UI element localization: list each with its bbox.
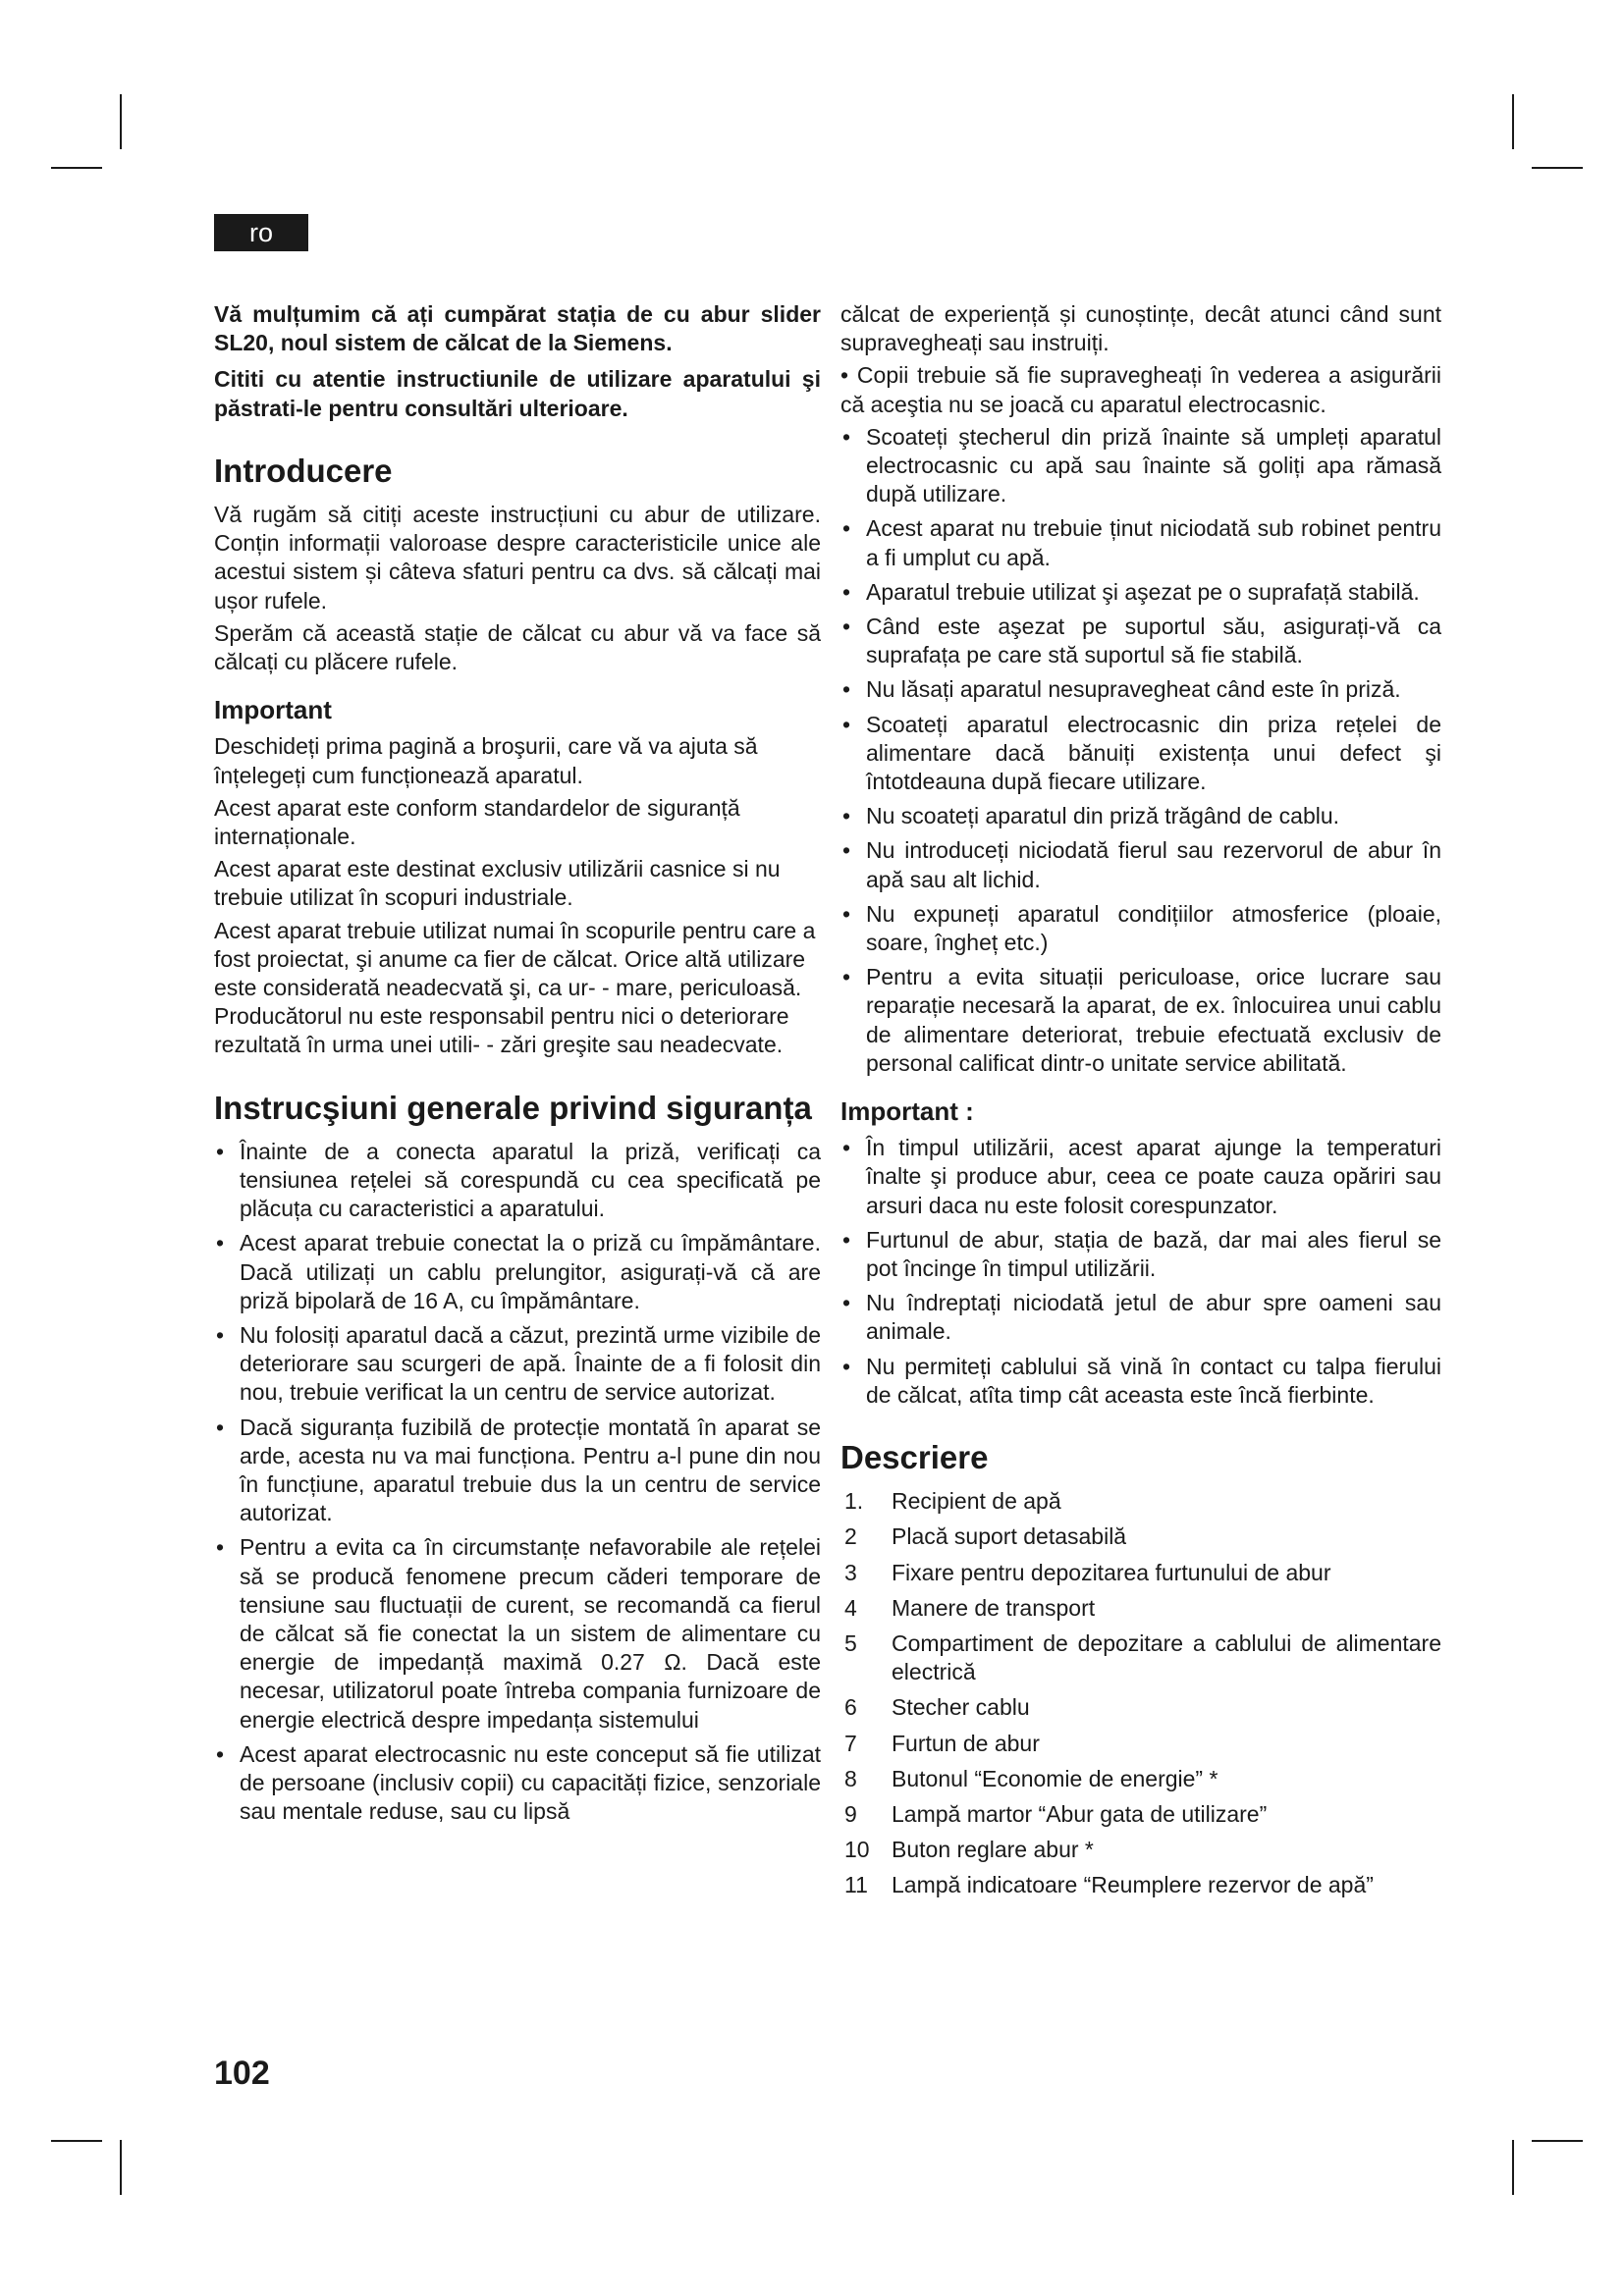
crop-mark — [1512, 94, 1514, 149]
list-item: • Nu lăsați aparatul nesupravegheat când este în priză. — [842, 676, 1401, 703]
crop-mark — [120, 94, 122, 149]
list-item: • Acest aparat trebuie conectat la o priză cu împământare. Dacă utilizați un cablu prelungitor, asigurați-vă că are priză bipolară de 16 A, cu împământare. — [216, 1230, 821, 1313]
left-column — [214, 300, 821, 1832]
list-item: 2 Placă suport detasabilă — [844, 1523, 1127, 1550]
list-item: • Nu folosiți aparatul dacă a căzut, prezintă urme vizibile de deteriorare sau scurgeri de apă. Înainte de a fi folosit din nou, trebuie verificat la un centru de service autorizat. — [216, 1322, 821, 1406]
list-item: • Acest aparat nu trebuie ținut niciodată sub robinet pentru a fi umplut cu apă. — [842, 515, 1441, 570]
paragraph: Acest aparat este destinat exclusiv utilizării casnice si nu trebuie utilizat în scopuri industriale. — [214, 856, 781, 911]
heading-important-2: Important : — [840, 1096, 974, 1127]
list-item: • Scoateți ştecherul din priză înainte să umpleți aparatul electrocasnic cu apă sau înainte să goliți apa rămasă după utilizare. — [842, 423, 1441, 507]
language-tag: ro — [214, 214, 308, 251]
list-item: • Nu introduceți niciodată fierul sau rezervorul de abur în apă sau alt lichid. — [842, 837, 1441, 892]
continuation-text: • Copii trebuie să fie supravegheați în vederea a asigurării că aceştia nu se joacă cu aparatul electrocasnic. — [840, 362, 1441, 417]
crop-mark — [1512, 2140, 1514, 2195]
heading-safety: Instrucşiuni generale privind siguranța — [214, 1089, 812, 1126]
list-item: 11 Lampă indicatoare “Reumplere rezervor de apă” — [844, 1872, 1374, 1898]
safety-list-continued — [840, 423, 1441, 1078]
paragraph: Deschideți prima pagină a broşurii, care vă va ajuta să înțelegeți cum funcționează aparatul. — [214, 733, 758, 788]
list-item: • Aparatul trebuie utilizat şi aşezat pe o suprafață stabilă. — [842, 578, 1420, 605]
list-item: • Pentru a evita ca în circumstanțe nefavorabile ale rețelei să se producă fenomene precum căderi temporare de tensiune sau fluctuații de curent, se recomandă ca fierul de călcat să fie conectat la un sistem de alimentare cu energie de impedanță maximă 0.27 Ω. Dacă este necesar, utilizatorul poate întreba compania furnizoare de energie electrică despre impedanța sistemului — [216, 1534, 821, 1733]
heading-introducere: Introducere — [214, 452, 393, 489]
intro-read-instructions: Cititi cu atentie instructiunile de utilizare aparatului şi păstrati-le pentru consultări ulterioare. — [214, 366, 821, 421]
list-item: • Nu permiteți cablului să vină în contact cu talpa fierului de călcat, atîta timp cât aceasta este încă fierbinte. — [842, 1353, 1441, 1408]
paragraph: Sperăm că această stație de călcat cu abur vă va face să călcați cu plăcere rufele. — [214, 619, 821, 675]
list-item: 8 Butonul “Economie de energie” * — [844, 1765, 1218, 1791]
heading-important: Important — [214, 695, 332, 725]
list-item: • Nu scoateți aparatul din priză trăgând de cablu. — [842, 803, 1340, 829]
intro-thanks: Vă mulțumim că ați cumpărat stația de cu abur slider SL20, noul sistem de călcat de la Siemens. — [214, 301, 821, 356]
list-item: • Acest aparat electrocasnic nu este conceput să fie utilizat de persoane (inclusiv copii) cu capacități fizice, senzoriale sau mentale reduse, sau cu lipsă — [216, 1740, 821, 1825]
list-item: 6 Stecher cablu — [844, 1694, 1030, 1721]
list-item: 7 Furtun de abur — [844, 1730, 1040, 1756]
page-number: 102 — [214, 2055, 270, 2092]
crop-mark — [51, 2140, 102, 2142]
list-item: • Scoateți aparatul electrocasnic din priza rețelei de alimentare dacă bănuiți existența unui defect şi întotdeauna după fiecare utilizare. — [842, 711, 1441, 795]
paragraph: Acest aparat trebuie utilizat numai în scopurile pentru care a fost proiectat, şi anume ca fier de călcat. Orice altă utilizare este considerată neadecvată şi, ca ur- - mare, periculoasă. Producătorul nu este responsabil pentru nici o deteriorare rezultată în urma unei utili- - zări greşite sau neadecvate. — [214, 917, 816, 1058]
list-item: • Când este aşezat pe suportul său, asigurați-vă ca suprafața pe care stă suportul să fie stabilă. — [842, 614, 1441, 668]
list-item: • Nu expuneți aparatul condițiilor atmosferice (ploaie, soare, îngheț etc.) — [842, 900, 1441, 956]
description-list — [840, 1487, 1441, 1899]
safety-list — [214, 1138, 821, 1827]
list-item: • Nu îndreptați niciodată jetul de abur spre oameni sau animale. — [842, 1290, 1441, 1345]
heading-descriere: Descriere — [840, 1438, 989, 1475]
list-item: • Dacă siguranța fuzibilă de protecție montată în aparat se arde, acesta nu va mai funcționa. Pentru a-l pune din nou în funcțiune, aparatul trebuie dus la un centru de service autorizat. — [216, 1414, 821, 1526]
list-item: • Înainte de a conecta aparatul la priză, verificați ca tensiunea rețelei să corespundă cu cea specificată pe plăcuța cu caracteristici a aparatului. — [216, 1138, 821, 1222]
list-item: • În timpul utilizării, acest aparat ajunge la temperaturi înalte şi produce abur, ceea ce poate cauza opăriri sau arsuri daca nu este folosit corespunzator. — [842, 1135, 1441, 1218]
list-item: 1. Recipient de apă — [844, 1488, 1061, 1515]
list-item: 10 Buton reglare abur * — [844, 1837, 1094, 1863]
right-column — [840, 300, 1441, 1907]
list-item: 3 Fixare pentru depozitarea furtunului de abur — [844, 1559, 1331, 1585]
list-item: 5 Compartiment de depozitare a cablului de alimentare electrică — [844, 1629, 1441, 1685]
list-item: 9 Lampă martor “Abur gata de utilizare” — [844, 1801, 1268, 1827]
crop-mark — [1532, 2140, 1583, 2142]
crop-mark — [1532, 167, 1583, 169]
important-list — [840, 1134, 1441, 1410]
list-item: • Furtunul de abur, stația de bază, dar mai ales fierul se pot încinge în timpul utilizării. — [842, 1226, 1441, 1281]
paragraph: Vă rugăm să citiți aceste instrucțiuni cu abur de utilizare. Conțin informații valoroase despre caracteristicile unice ale acestui sistem și câteva sfaturi pentru ca dvs. să călcați mai ușor rufele. — [214, 502, 821, 614]
list-item: • Pentru a evita situații periculoase, orice lucrare sau reparație necesară la aparat, de ex. înlocuirea unui cablu de alimentare deteriorat, trebuie efectuată exclusiv de personal calificat dintr-o unitate service abilitată. — [842, 964, 1441, 1076]
list-item: 4 Manere de transport — [844, 1594, 1096, 1621]
paragraph: Acest aparat este conform standardelor de siguranță internaționale. — [214, 794, 740, 849]
crop-mark — [51, 167, 102, 169]
continuation-text: călcat de experiență și cunoștințe, decât atunci când sunt supravegheați sau instruiți. — [840, 301, 1441, 356]
crop-mark — [120, 2140, 122, 2195]
